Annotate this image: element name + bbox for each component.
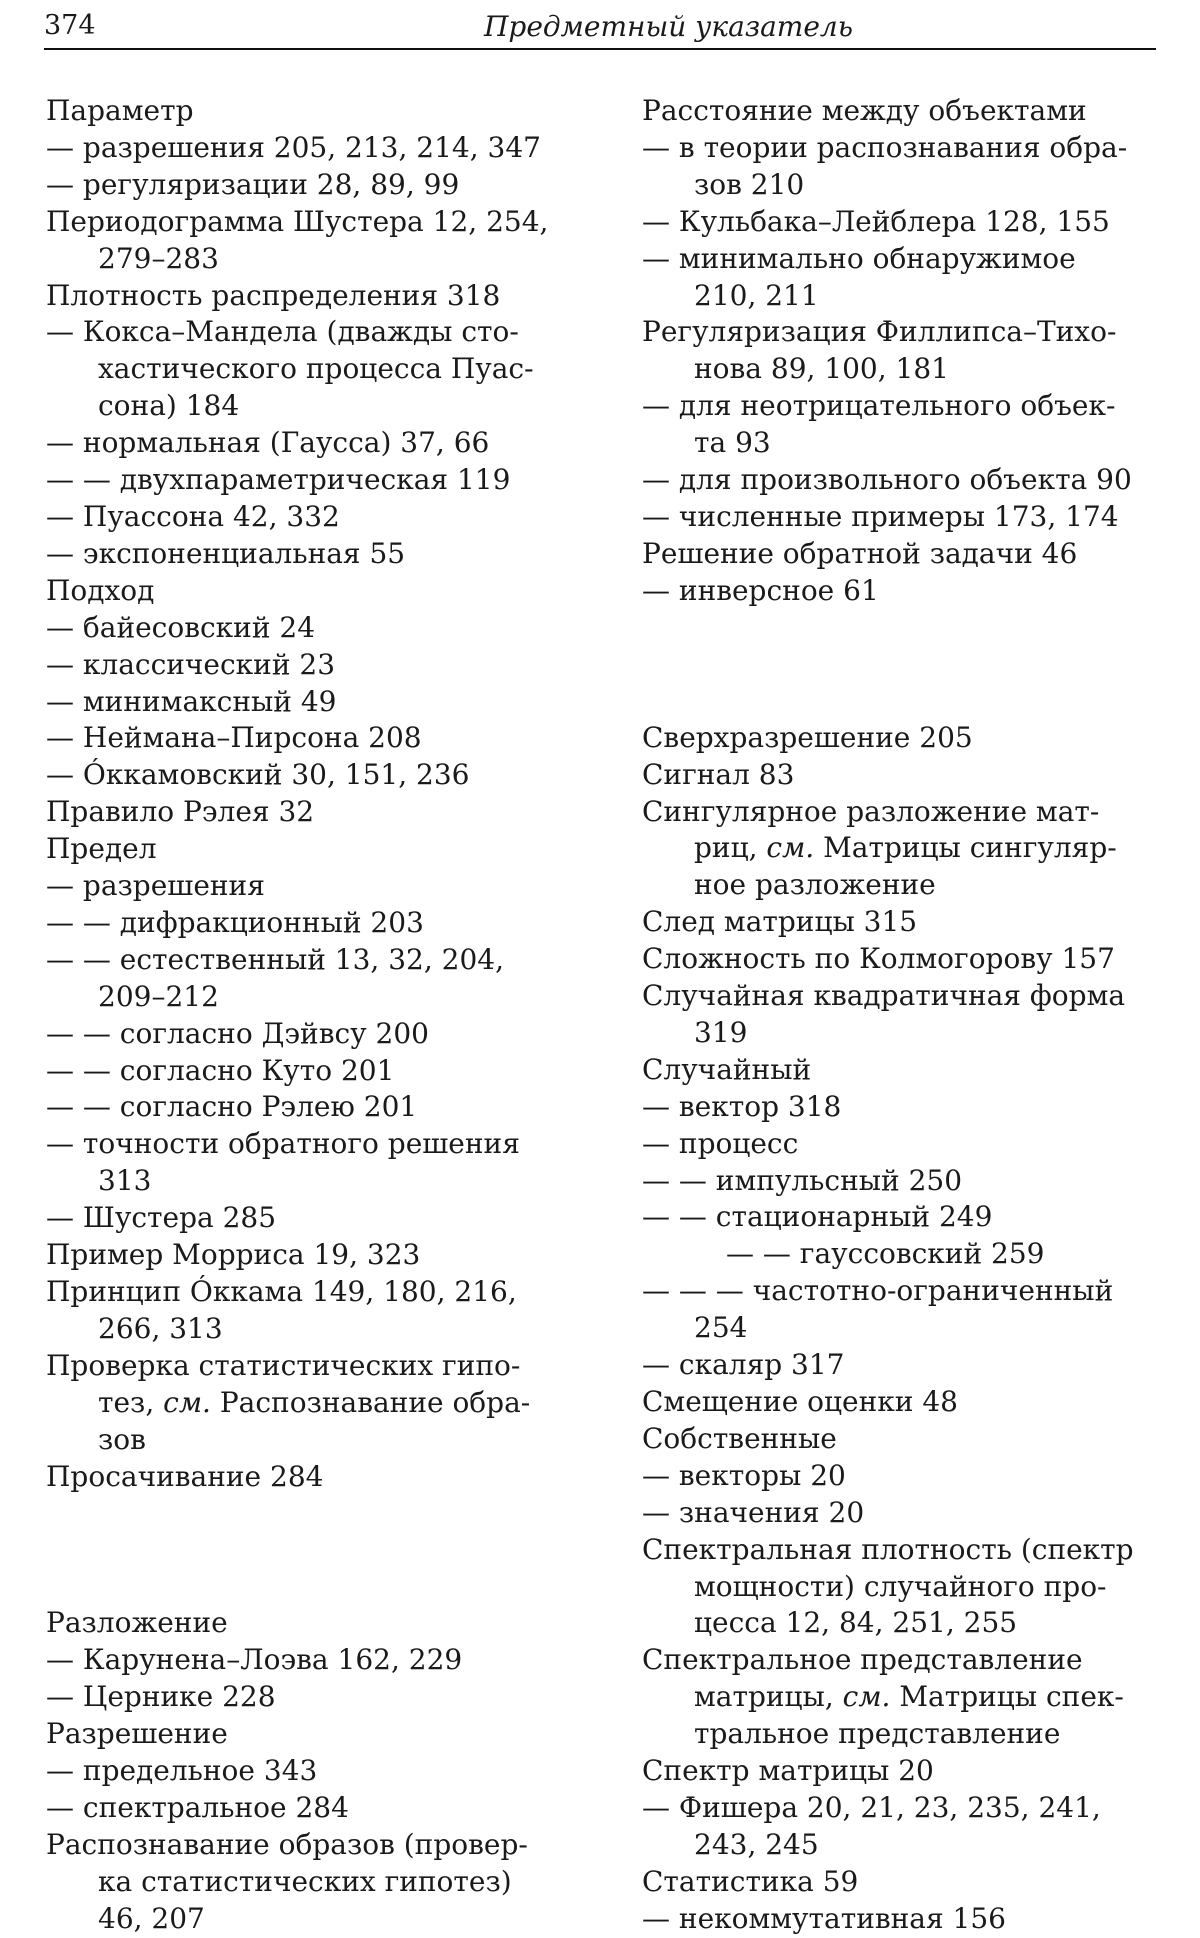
index-entry: — Неймана–Пирсона 208 (46, 721, 422, 755)
index-entry: Периодограмма Шустера 12, 254, (46, 204, 549, 238)
index-entry: — для неотрицательного объек- (642, 389, 1116, 423)
index-entry: — — дифракционный 203 (46, 905, 424, 939)
index-entry: — — естественный 13, 32, 204, (46, 942, 504, 976)
index-entry-continuation: 254 (694, 1311, 748, 1345)
index-entry: — скаляр 317 (642, 1348, 845, 1382)
index-entry: — — согласно Дэйвсу 200 (46, 1016, 429, 1050)
page-number: 374 (44, 10, 96, 41)
index-entry-continuation: тральное представление (694, 1717, 1061, 1751)
index-entry: — регуляризации 28, 89, 99 (46, 167, 460, 201)
index-entry: Параметр (46, 94, 194, 127)
index-entry: — Пуассона 42, 332 (46, 499, 340, 533)
index-entry-continuation: 209–212 (98, 979, 219, 1013)
index-entry-continuation: сона) 184 (98, 389, 240, 423)
index-entry: Статистика 59 (642, 1864, 859, 1898)
index-entry: Сингулярное разложение мат- (642, 794, 1100, 828)
index-entry: Пример Морриса 19, 323 (46, 1238, 421, 1272)
index-entry-continuation: та 93 (694, 426, 771, 460)
index-entry: — Цернике 228 (46, 1680, 276, 1714)
index-entry: Расстояние между объектами (642, 94, 1087, 127)
index-entry: — спектральное 284 (46, 1790, 349, 1824)
index-entry-continuation: риц, см. Матрицы сингуляр- (694, 831, 1117, 865)
index-entry: — некоммутативная 156 (642, 1901, 1006, 1935)
index-entry: Плотность распределения 318 (46, 278, 501, 312)
index-entry: — разрешения (46, 869, 265, 903)
index-entry-continuation: тез, см. Распознавание обра- (98, 1385, 531, 1419)
index-entry-continuation: ка статистических гипотез) (98, 1864, 512, 1898)
letter-section-gap (46, 1495, 576, 1605)
index-entry-continuation: 243, 245 (694, 1827, 819, 1861)
see-also-label: см. (766, 831, 815, 865)
index-entry: — для произвольного объекта 90 (642, 463, 1132, 497)
index-entry: — Фишера 20, 21, 23, 235, 241, (642, 1790, 1101, 1824)
index-entry: — Кульбака–Лейблера 128, 155 (642, 204, 1110, 238)
index-entry: Просачивание 284 (46, 1459, 324, 1493)
index-entry: — — стационарный 249 (642, 1200, 993, 1234)
index-entry: — предельное 343 (46, 1754, 318, 1788)
index-entry: — нормальная (Гаусса) 37, 66 (46, 426, 490, 460)
index-entry: — разрешения 205, 213, 214, 347 (46, 130, 541, 164)
index-entry: — классический 23 (46, 647, 336, 681)
index-entry: — векторы 20 (642, 1458, 846, 1492)
index-entry: След матрицы 315 (642, 905, 918, 939)
index-entry-continuation: 46, 207 (98, 1901, 205, 1935)
index-entry: — минимаксный 49 (46, 684, 337, 718)
index-entry-continuation: цесса 12, 84, 251, 255 (694, 1606, 1018, 1640)
index-entry: Разрешение (46, 1717, 228, 1751)
page-header (44, 8, 1156, 50)
index-entry: Сигнал 83 (642, 757, 795, 791)
index-entry-continuation: зов 210 (694, 167, 805, 201)
index-entry: — процесс (642, 1126, 799, 1160)
index-entry: Сложность по Колмогорову 157 (642, 942, 1115, 976)
index-entry: — инверсное 61 (642, 573, 879, 607)
index-entry: Правило Рэлея 32 (46, 795, 315, 829)
index-entry: Подход (46, 573, 155, 607)
index-entry-continuation: 313 (98, 1164, 152, 1198)
index-entry: — точности обратного решения (46, 1127, 520, 1161)
index-entry: Спектральная плотность (спектр (642, 1532, 1134, 1566)
index-entry: Проверка статистических гипо- (46, 1348, 521, 1382)
index-entry: — — согласно Куто 201 (46, 1053, 395, 1087)
index-entry: Принцип Óккама 149, 180, 216, (46, 1275, 517, 1308)
index-entry-continuation: 319 (694, 1015, 748, 1049)
index-entry: Смещение оценки 48 (642, 1385, 958, 1418)
index-column-left (46, 93, 576, 1938)
index-entry: — вектор 318 (642, 1089, 842, 1123)
index-entry-continuation: ное разложение (694, 868, 936, 902)
index-entry: — Карунена–Лоэва 162, 229 (46, 1643, 463, 1677)
index-entry-continuation: нова 89, 100, 181 (694, 352, 949, 386)
index-entry: — значения 20 (642, 1495, 865, 1529)
index-entry-continuation: мощности) случайного про- (694, 1569, 1107, 1603)
index-entry-continuation: матрицы, см. Матрицы спек- (694, 1680, 1124, 1714)
index-entry: — байесовский 24 (46, 610, 316, 644)
index-entry: — — согласно Рэлею 201 (46, 1090, 418, 1124)
index-entry: Распознавание образов (провер- (46, 1827, 528, 1861)
index-entry: Случайная квадратичная форма (642, 979, 1126, 1013)
index-entry: — в теории распознавания обра- (642, 130, 1128, 164)
running-head: Предметный указатель (484, 10, 853, 43)
index-entry: Спектральное представление (642, 1643, 1083, 1677)
index-entry: Решение обратной задачи 46 (642, 536, 1078, 570)
index-entry: Предел (46, 832, 157, 866)
index-entry-continuation: 210, 211 (694, 278, 819, 312)
index-entry: — численные примеры 173, 174 (642, 499, 1119, 533)
index-entry: — минимально обнаружимое (642, 241, 1076, 275)
index-entry: Регуляризация Филлипса–Тихо- (642, 315, 1117, 349)
index-entry: — — — частотно-ограниченный (642, 1274, 1114, 1308)
index-entry: — Óккамовский 30, 151, 236 (46, 758, 470, 792)
index-entry: — экспоненциальная 55 (46, 536, 406, 570)
index-entry-continuation: 266, 313 (98, 1311, 223, 1345)
see-also-label: см. (163, 1385, 211, 1419)
index-entry-continuation: хастического процесса Пуас- (98, 352, 534, 386)
index-entry-continuation: зов (98, 1422, 146, 1456)
index-entry: — — гауссовский 259 (726, 1237, 1045, 1271)
index-entry: Разложение (46, 1606, 228, 1640)
letter-section-gap (642, 610, 1162, 720)
index-entry: Собственные (642, 1421, 837, 1455)
index-entry: Сверхразрешение 205 (642, 720, 973, 754)
index-entry: Случайный (642, 1052, 812, 1086)
index-entry: — Шустера 285 (46, 1201, 277, 1235)
index-entry: Спектр матрицы 20 (642, 1754, 934, 1788)
index-column-right (642, 93, 1162, 1938)
index-entry: — — двухпараметрическая 119 (46, 463, 511, 497)
index-entry: — — импульсный 250 (642, 1163, 963, 1197)
index-entry: — Кокса–Мандела (дважды сто- (46, 315, 519, 349)
index-entry-continuation: 279–283 (98, 241, 219, 275)
see-also-label: см. (842, 1680, 891, 1714)
